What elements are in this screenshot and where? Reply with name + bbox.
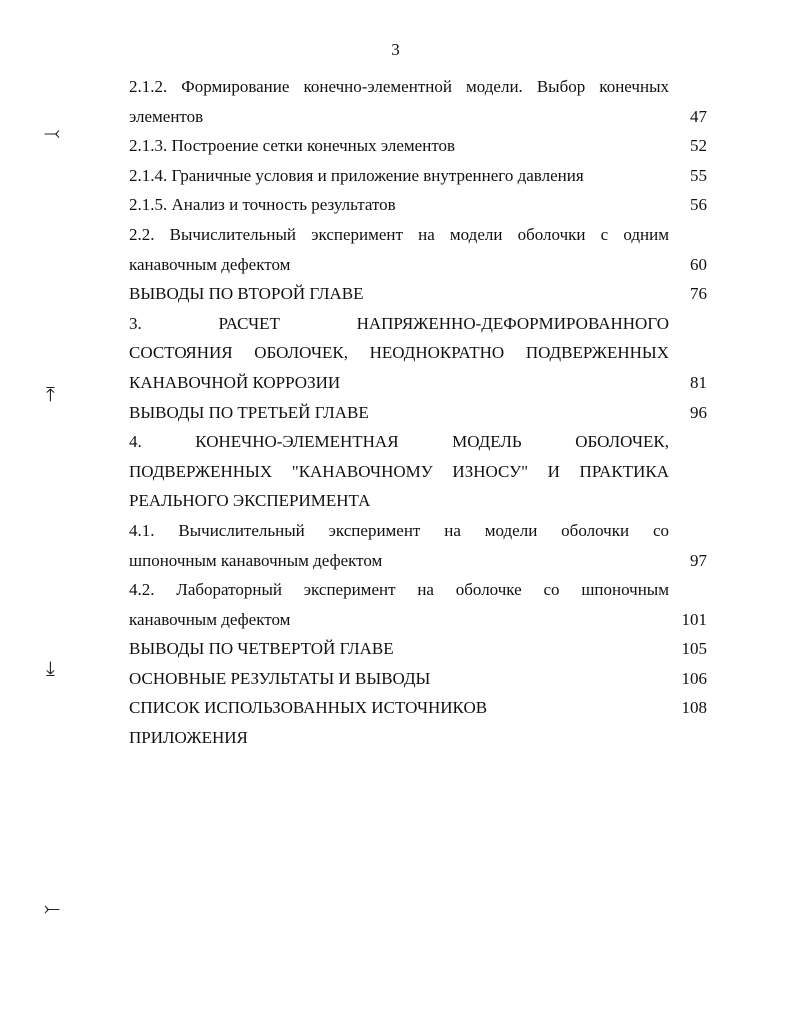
toc-entry-line: канавочным дефектом (129, 254, 291, 274)
toc-entry-line: шпоночным канавочным дефектом (129, 550, 383, 570)
toc-entry-line: 2.2. Вычислительный эксперимент на модели оболочки с одним (129, 224, 669, 244)
toc-entry-line: 2.1.2. Формирование конечно-элементной модели. Выбор конечных (129, 77, 669, 96)
toc-entry-line: ВЫВОДЫ ПО ВТОРОЙ ГЛАВЕ (129, 284, 364, 304)
page-number: 3 (391, 40, 400, 59)
binding-mark: ⤓ (46, 656, 55, 680)
toc-entry (129, 664, 711, 694)
toc-entry-line: канавочным дефектом (129, 609, 291, 629)
binding-mark: ⤚ (44, 896, 60, 920)
toc-entry-line: элементов (129, 106, 204, 126)
toc-entry-line: 2.1.4. Граничные условия и приложение внутреннего давления (129, 165, 584, 185)
toc-entry (129, 693, 711, 723)
toc-page-number: 76 (690, 284, 707, 304)
toc-entry (129, 427, 711, 516)
toc-entry-line: 4. КОНЕЧНО-ЭЛЕМЕНТНАЯ МОДЕЛЬ ОБОЛОЧЕК, (129, 432, 669, 452)
toc-entry (129, 190, 711, 220)
toc-page-number: 101 (681, 609, 707, 629)
toc-page-number: 52 (690, 136, 707, 156)
toc-entry-line: 4.2. Лабораторный эксперимент на оболочке со шпоночным (129, 580, 669, 600)
toc-entry (129, 723, 711, 753)
toc-entry (129, 398, 711, 428)
toc-page-number: 96 (690, 402, 707, 422)
toc-entry-line: 2.1.5. Анализ и точность результатов (129, 195, 396, 215)
toc-entry-line: 2.1.3. Построение сетки конечных элементов (129, 136, 456, 156)
binding-mark: ⤒ (46, 382, 55, 406)
toc-page-number: 55 (690, 165, 707, 185)
toc-page-number: 97 (690, 550, 707, 570)
toc-page-number: 60 (690, 254, 707, 274)
toc-entry-line: ВЫВОДЫ ПО ЧЕТВЕРТОЙ ГЛАВЕ (129, 639, 394, 659)
toc-page-number: 81 (690, 372, 707, 392)
toc-entry-line: СПИСОК ИСПОЛЬЗОВАННЫХ ИСТОЧНИКОВ (129, 698, 488, 718)
binding-mark: ⤙ (44, 120, 60, 144)
toc-entry (129, 634, 711, 664)
toc-entry-line: СОСТОЯНИЯ ОБОЛОЧЕК, НЕОДНОКРАТНО ПОДВЕРЖЕННЫХ (129, 343, 669, 363)
toc-entry-line: 3. РАСЧЕТ НАПРЯЖЕННО-ДЕФОРМИРОВАННОГО (129, 313, 669, 333)
toc-entry (129, 161, 711, 191)
toc-page-number: 105 (681, 639, 707, 659)
toc-page-number: 56 (690, 195, 707, 215)
toc-entry-line: КАНАВОЧНОЙ КОРРОЗИИ (129, 372, 341, 392)
toc-entry-line: ОСНОВНЫЕ РЕЗУЛЬТАТЫ И ВЫВОДЫ (129, 668, 431, 688)
toc-entry-line: ВЫВОДЫ ПО ТРЕТЬЕЙ ГЛАВЕ (129, 402, 369, 422)
toc-page-number: 47 (690, 106, 707, 126)
toc-entry (129, 220, 711, 279)
toc-entry (129, 279, 711, 309)
table-of-contents (129, 72, 711, 753)
toc-entry (129, 72, 711, 131)
toc-entry (129, 516, 711, 575)
toc-entry (129, 309, 711, 398)
toc-entry-line: РЕАЛЬНОГО ЭКСПЕРИМЕНТА (129, 491, 371, 511)
toc-page-number: 106 (681, 668, 707, 688)
toc-entry-line: 4.1. Вычислительный эксперимент на модели оболочки со (129, 520, 669, 540)
toc-entry (129, 575, 711, 634)
toc-entry (129, 131, 711, 161)
toc-entry-line: ПРИЛОЖЕНИЯ (129, 728, 248, 748)
toc-page-number: 108 (681, 698, 707, 718)
toc-entry-line: ПОДВЕРЖЕННЫХ "КАНАВОЧНОМУ ИЗНОСУ" И ПРАКТИКА (129, 461, 669, 481)
